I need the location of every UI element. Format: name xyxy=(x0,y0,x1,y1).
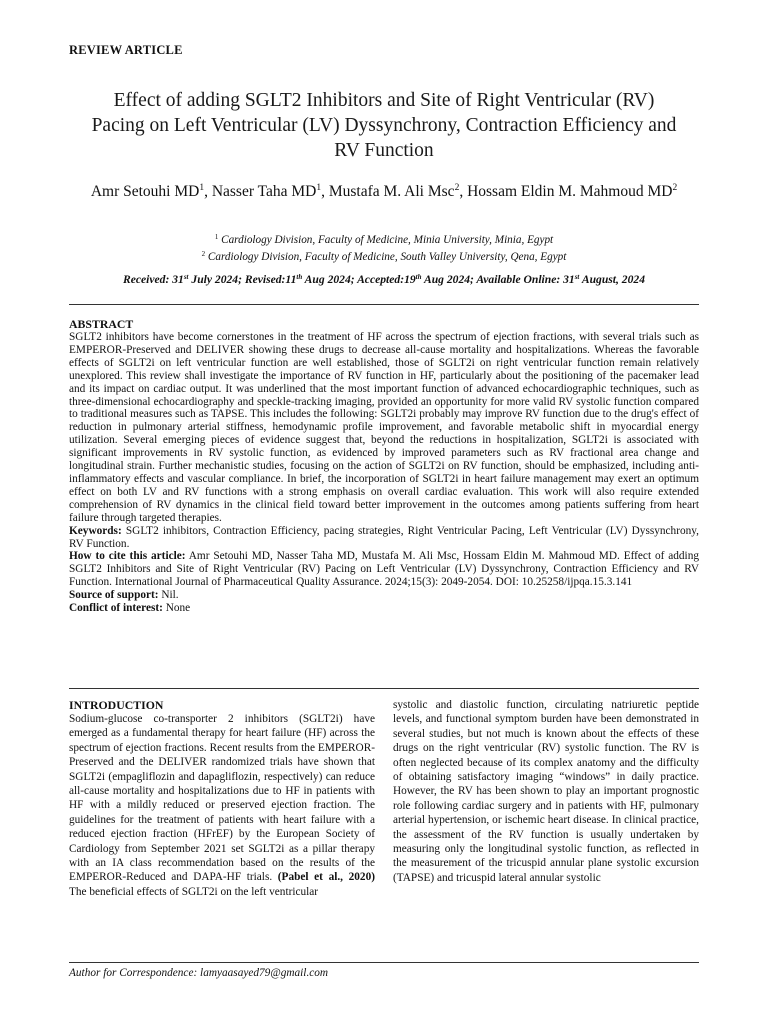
keywords-label: Keywords: xyxy=(69,524,122,537)
date-ordinal: th xyxy=(415,273,422,281)
affiliations xyxy=(60,230,708,264)
intro-text: systolic and diastolic function, circulating natriuretic peptide levels, and functional symptom burden have been demonstrated in several studies, but not much is known about the effects of these drugs on the right ventricular (RV) systolic function. The RV is often neglected because of its complex anatomy and the difficulty of obtaining satisfactory imaging “windows” in daily practice. However, the RV has been shown to play an important prognostic role following cardiac surgery and in patients with HF, pulmonary arterial hypertension, or ischemic heart disease. In clinical practice, the assessment of the RV function is usually undertaken by measuring only the longitudinal systolic function, as reflected in the measurement of the tricuspid annular plane systolic excursion (TAPSE) and tricuspid lateral annular systolic xyxy=(393,699,699,884)
author-affil-mark: 1 xyxy=(199,183,205,193)
conflict-of-interest xyxy=(69,602,699,615)
date-ordinal: st xyxy=(574,273,580,281)
conflict-text: None xyxy=(162,602,191,615)
affiliation-1 xyxy=(60,230,708,247)
author-name: Hossam Eldin M. Mahmoud MD xyxy=(467,183,673,200)
intro-text: The beneficial effects of SGLT2i on the left ventricular xyxy=(69,885,319,898)
affil-text: Cardiology Division, Faculty of Medicine, South Valley University, Qena, Egypt xyxy=(207,251,567,263)
affil-mark: 1 xyxy=(214,233,219,241)
correspondence-note: Author for Correspondence: lamyaasayed79@gmail.com xyxy=(69,967,329,979)
intro-text: Sodium-glucose co-transporter 2 inhibitors (SGLT2i) have emerged as a fundamental therapy for heart failure (HF) across the spectrum of ejection fractions. Recent results from the EMPEROR-Preserved and the DELIVER randomized trials have shown that SGLT2i (empagliflozin and dapagliflozin, respectively) can reduce all-cause mortality and hospitalizations due to HF in patients with HF with a mildly reduced or preserved ejection fraction. The guidelines for the treatment of patients with heart failure with a reduced ejection fraction (HFrEF) by the European Society of Cardiology from September 2021 set SGLT2i as a pillar therapy with an IA class recommendation based on the results of the EMPEROR-Reduced and DAPA-HF trials. xyxy=(69,713,375,884)
abstract-section xyxy=(69,318,699,615)
keywords xyxy=(69,525,699,551)
source-of-support xyxy=(69,589,699,602)
footer-divider xyxy=(69,962,699,963)
article-title xyxy=(60,88,708,163)
author-affil-mark: 1 xyxy=(316,183,322,193)
date-text: Received: 31 xyxy=(122,273,184,286)
support-text: Nil. xyxy=(158,589,179,602)
author-affil-mark: 2 xyxy=(454,183,460,193)
intro-column-right xyxy=(393,698,699,885)
keywords-text: SGLT2 inhibitors, Contraction Efficiency, pacing strategies, Right Ventricular Pacing, Left Ventricular (LV) Dyssynchrony, RV Function. xyxy=(69,524,699,550)
title-line-2: Pacing on Left Ventricular (LV) Dyssynchrony, Contraction Efficiency and xyxy=(91,115,677,136)
date-ordinal: th xyxy=(296,273,303,281)
conflict-label: Conflict of interest: xyxy=(69,602,163,615)
divider xyxy=(69,304,699,305)
divider xyxy=(69,688,699,689)
citation-label: How to cite this article: xyxy=(69,550,186,563)
abstract-heading: ABSTRACT xyxy=(69,317,134,331)
author-list: Amr Setouhi $MD^1$, Nasser Taha $MD^1$, Mustafa M. Ali Msc$^2$, Hossam Eldin M. Mahmoud $MD^2$ xyxy=(90,183,678,200)
author-name: Nasser Taha MD xyxy=(211,183,317,200)
support-label: Source of support: xyxy=(69,589,159,602)
date-text: Aug 2024; Accepted:19 xyxy=(302,273,416,286)
date-text: August, 2024 xyxy=(579,273,645,286)
author-name: Mustafa M. Ali Msc xyxy=(328,183,455,200)
intro-heading: INTRODUCTION xyxy=(69,698,164,712)
affil-text: Cardiology Division, Faculty of Medicine, Minia University, Minia, Egypt xyxy=(221,234,554,246)
date-ordinal: st xyxy=(183,273,189,281)
date-text: Aug 2024; Available Online: 31 xyxy=(421,273,575,286)
article-type-label: REVIEW ARTICLE xyxy=(69,43,183,57)
intro-column-left xyxy=(69,698,375,899)
citation xyxy=(69,550,699,589)
title-line-3: RV Function xyxy=(334,140,434,161)
citation-text: Amr Setouhi MD, Nasser Taha MD, Mustafa M. Ali Msc, Hossam Eldin M. Mahmoud MD. Effect of adding SGLT2 Inhibitors and Site of Right Ventricular (RV) Pacing on Left Ventricular (LV) Dyssynchrony, Contraction Efficiency and RV Function. International Journal of Pharmaceutical Quality Assurance. 2024;15(3): 2049-2054. DOI: 10.25258/ijpqa.15.3.141 xyxy=(69,550,699,589)
author-affil-mark: 2 xyxy=(672,183,678,193)
intro-citation: (Pabel et al., 2020) xyxy=(272,871,375,884)
title-line-1: Effect of adding SGLT2 Inhibitors and Site of Right Ventricular (RV) xyxy=(113,90,655,111)
author-name: Amr Setouhi MD xyxy=(90,183,200,200)
affiliation-2 xyxy=(60,247,708,264)
abstract-body: SGLT2 inhibitors have become cornerstones in the treatment of HF across the spectrum of ejection fractions, with several trials such as EMPEROR-Preserved and DELIVER showing these drugs to decrease all-cause mortality and hospitalizations. Whereas the favorable effects of SGLT2i on left ventricular function are well established, those of SGLT2i on right ventricular function remain relatively unexplored. This review shall investigate the importance of RV function in HF, particularly about the positioning of the pacemaker lead and its impact on cardiac output. It was underlined that the most important function of advanced echocardiographic techniques, such as three-dimensional echocardiography and speckle-tracking imaging, provided an opportunity for more valid RV systolic function compared to traditional measures such as TAPSE. This includes the following: SGLT2i probably may improve RV function due to the drug's effect of reduction in pulmonary arterial stiffness, hemodynamic profile improvement, and favorable metabolic shift in myocardial energy utilization. Several emerging pieces of evidence suggest that, beyond the reductions in hospitalization, SGLT2i is associated with significant improvements in RV systolic function, as evidenced by improved parameters such as RV fractional area change and longitudinal strain. Further mechanistic studies, focusing on the action of SGLT2i on RV function, should be emphasized, including anti-inflammatory effects and vascular compliance. In brief, the incorporation of SGLT2i in heart failure management may exert an optimum effect on both LV and RV functions with a strong emphasis on overall cardiac evaluation. This work will also require extended comprehension of RV dynamics in the clinical field toward better improvement in the outcomes among patients suffering from heart failure through targeted therapies. xyxy=(69,331,699,524)
publication-dates xyxy=(60,270,708,287)
affil-mark: 2 xyxy=(201,250,206,258)
date-text: July 2024; Revised:11 xyxy=(188,273,297,286)
